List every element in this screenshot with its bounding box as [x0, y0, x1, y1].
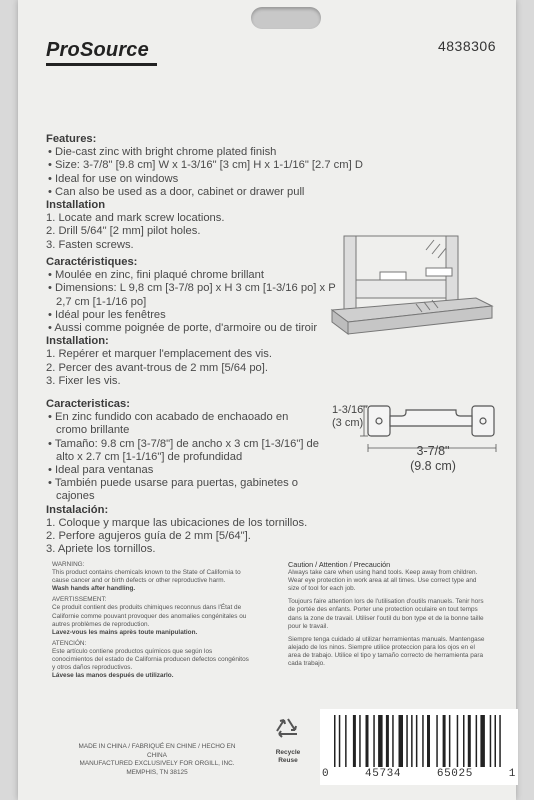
barcode-digits	[322, 768, 516, 780]
warning-fr-title: AVERTISSEMENT:	[52, 596, 107, 604]
caution-en-text: Always take care when using hand tools. Keep away from children. Wear eye protection in work area at all times. Use correct type and size of tool for each job.	[288, 569, 478, 593]
barcode-bar	[499, 715, 501, 767]
made-in-block	[70, 743, 244, 777]
recycle-icon	[273, 716, 303, 744]
list-item: • Idéal pour les fenêtres	[48, 308, 166, 321]
barcode-bar	[334, 715, 336, 767]
list-item: 1. Coloque y marque las ubicaciones de los tornillos.	[46, 516, 308, 529]
brand-logo: ProSource	[46, 39, 149, 62]
height-dimension	[332, 404, 367, 430]
barcode-bar	[476, 715, 478, 767]
height-cm: (3 cm)	[332, 417, 364, 429]
list-item: • En zinc fundido con acabado de enchaoado en cromo brillante	[48, 411, 289, 437]
warning-block	[52, 561, 252, 680]
installation-title: Installation:	[46, 335, 109, 348]
width-dimension	[400, 444, 466, 474]
barcode-bar	[449, 715, 451, 767]
features-title: Features:	[46, 133, 97, 145]
barcode-bars	[334, 715, 504, 767]
caution-title: Caution / Attention / Precaución	[288, 560, 391, 569]
barcode-bar	[339, 715, 341, 767]
barcode-bar	[422, 715, 424, 767]
spanish-section	[46, 398, 321, 556]
caution-es-text: Siempre tenga cuidado al utilizar herramientas manuals. Mantengase alejado de los ninos. Siempre utilice proteccion para los ojos en el area de trabajo. Utilice el tipo y tamaño correcto de herramienta para cada trabajo.	[288, 635, 485, 668]
recycle-logo	[263, 716, 313, 764]
barcode-bar	[345, 715, 347, 767]
features-title: Caracteristicas:	[46, 398, 130, 410]
width-inches: 3-7/8"	[416, 444, 450, 458]
installation-title: Installation	[46, 199, 106, 212]
barcode-digit-group: 1	[508, 768, 516, 780]
barcode-bar	[406, 715, 408, 767]
hang-hole	[251, 7, 321, 29]
barcode-bar	[386, 715, 389, 767]
warning-bold-text: Wash hands after handling.	[52, 585, 136, 593]
list-item: 3. Fasten screws.	[46, 238, 134, 251]
barcode-bar	[463, 715, 465, 767]
list-item: 3. Fixer les vis.	[46, 374, 121, 387]
list-item: • Aussi comme poignée de porte, d'armoire ou de tiroir	[48, 322, 318, 335]
barcode-bar	[495, 715, 497, 767]
made-in-line: MADE IN CHINA / FABRIQUÉ EN CHINE / HECHO EN CHINA	[78, 743, 236, 759]
list-item: 3. Apriete los tornillos.	[46, 543, 156, 556]
barcode-bar	[436, 715, 438, 767]
list-item: • Ideal for use on windows	[48, 172, 179, 185]
warning-text: This product contains chemicals known to the State of California to cause cancer and or birth defects or other reproductive harm.	[52, 569, 241, 585]
barcode-bar	[457, 715, 459, 767]
warning-title: WARNING:	[52, 561, 85, 568]
list-item: • Moulée en zinc, fini plaqué chrome brillant	[48, 269, 264, 282]
list-item: 2. Perfore agujeros guía de 2 mm [5/64"].	[46, 530, 251, 543]
barcode-bar	[443, 715, 446, 767]
barcode-bar	[480, 715, 485, 767]
list-item: 1. Repérer et marquer l'emplacement des vis.	[46, 348, 272, 361]
barcode-bar	[373, 715, 375, 767]
installation-title: Instalación:	[46, 503, 109, 516]
barcode-bar	[468, 715, 471, 767]
french-section	[46, 256, 336, 388]
window-illustration	[326, 230, 496, 350]
list-item: 2. Percer des avant-trous de 2 mm [5/64 po].	[46, 361, 268, 374]
list-item: 2. Drill 5/64" [2 mm] pilot holes.	[46, 225, 201, 238]
product-card	[18, 0, 516, 800]
barcode-digit-group: 65025	[436, 768, 473, 780]
barcode-bar	[427, 715, 430, 767]
list-item: 1. Locate and mark screw locations.	[46, 212, 225, 225]
barcode-bar	[392, 715, 394, 767]
list-item: • Tamaño: 9.8 cm [3-7/8"] de ancho x 3 cm [1-3/16"] de alto x 2.7 cm [1-1/16"] de profundidad	[48, 437, 319, 463]
list-item: • Die-cast zinc with bright chrome plated finish	[48, 146, 277, 159]
list-item: • Size: 3-7/8" [9.8 cm] W x 1-3/16" [3 cm] H x 1-1/16" [2.7 cm] D	[48, 159, 363, 172]
manufacturer-line: MANUFACTURED EXCLUSIVELY FOR ORGILL, INC.	[79, 760, 235, 768]
warning-es-title: ATENCIÓN:	[52, 639, 87, 647]
barcode-bar	[366, 715, 369, 767]
warning-es-text: Este artículo contiene productos químicos que según los conocimientos del estado de California producen defectos congénitos y otros daños reproductivos.	[52, 647, 249, 672]
features-title: Caractéristiques:	[46, 256, 138, 268]
list-item: • Can also be used as a door, cabinet or drawer pull	[48, 185, 305, 198]
list-item: • También puede usarse para puertas, gabinetes o cajones	[48, 477, 299, 503]
list-item: • Ideal para ventanas	[48, 464, 154, 477]
recycle-label: Recycle	[275, 749, 301, 756]
english-section	[46, 133, 363, 252]
barcode-bar	[416, 715, 418, 767]
barcode-bar	[399, 715, 404, 767]
barcode-bar	[359, 715, 361, 767]
caution-fr-text: Toujours faire attention lors de l'utilisation d'outils manuels. Tenir hors de portée des enfants. Porter une protection oculaire en tout temps dans la zone de travail. Utiliser l'outil du bon type et de la bonne taille pour le travail.	[288, 598, 484, 630]
caution-block	[288, 561, 488, 668]
list-item: • Dimensions: L 9,8 cm [3-7/8 po] x H 3 cm [1-3/16 po] x P 2,7 cm [1-1/16 po]	[48, 282, 336, 308]
barcode-bar	[490, 715, 492, 767]
barcode-bar	[411, 715, 413, 767]
warning-es-bold-text: Lávese las manos después de utilizarlo.	[52, 672, 174, 680]
sku-number: 4838306	[437, 38, 496, 54]
height-inches: 1-3/16"	[332, 404, 368, 416]
reuse-label: Reuse	[278, 756, 298, 764]
barcode-bar	[353, 715, 356, 767]
barcode	[320, 709, 518, 785]
barcode-bar	[378, 715, 383, 767]
address-line: MEMPHIS, TN 38125	[126, 768, 188, 776]
barcode-digit-group: 0	[322, 768, 330, 780]
width-cm: (9.8 cm)	[410, 459, 456, 473]
warning-fr-bold-text: Lavez-vous les mains après toute manipulation.	[52, 628, 198, 636]
warning-fr-text: Ce produit contient des produits chimiques reconnus dans l'État de Californie comme pouvant provoquer des anomalies congénitales ou autres problèmes de reproduction.	[52, 604, 247, 628]
barcode-digit-group: 45734	[365, 768, 402, 780]
